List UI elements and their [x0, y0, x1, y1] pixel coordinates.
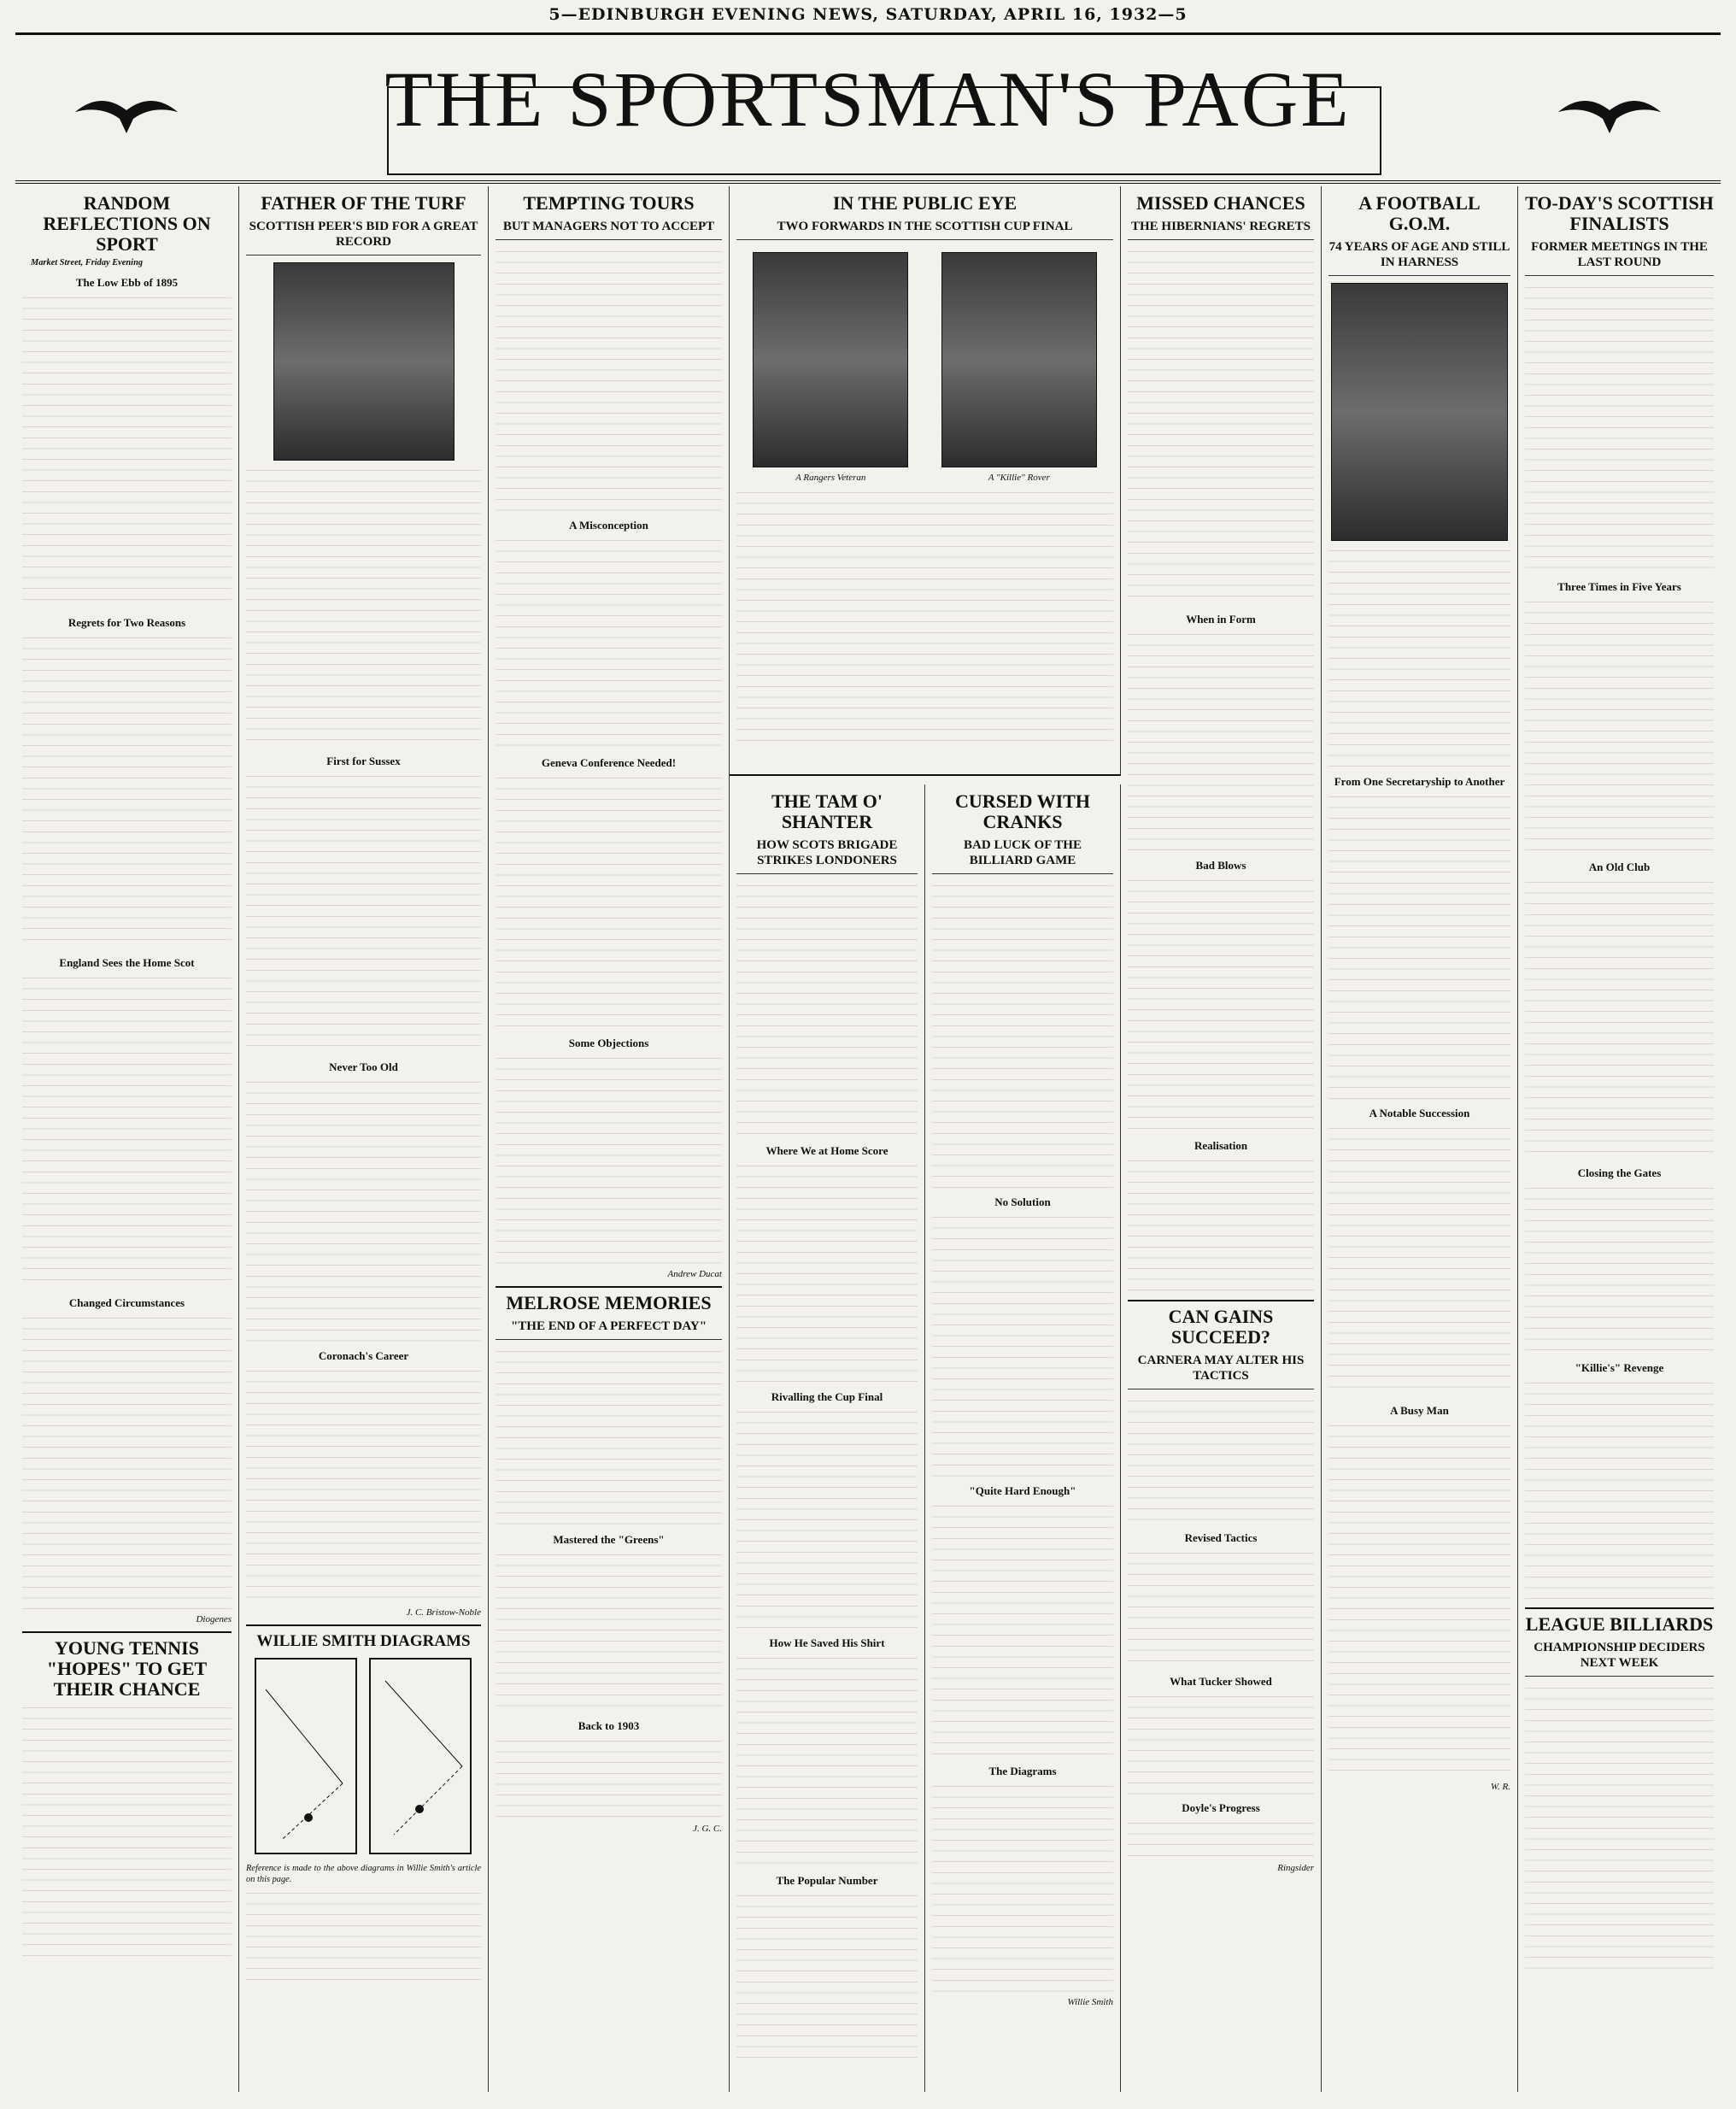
article-headline: YOUNG TENNIS "HOPES" TO GET THEIR CHANCE [22, 1631, 232, 1700]
body-text-lines [1128, 1818, 1314, 1861]
body-text-lines [1525, 283, 1714, 573]
portrait-photo [1331, 283, 1508, 541]
body-text-lines [736, 1654, 918, 1867]
column-missed-chances [1121, 186, 1322, 2092]
dateline: Market Street, Friday Evening [31, 258, 144, 267]
section-heading: Mastered the "Greens" [553, 1533, 665, 1546]
section-heading: Never Too Old [329, 1060, 398, 1073]
photo-caption: A Rangers Veteran [795, 473, 866, 483]
page-title: THE SPORTSMAN'S PAGE [384, 56, 1352, 143]
body-text-lines [736, 488, 1113, 744]
body-text-lines [246, 466, 481, 748]
section-heading: "Killie's" Revenge [1575, 1361, 1664, 1374]
section-heading: A Busy Man [1390, 1404, 1449, 1417]
byline: J. G. C. [693, 1824, 722, 1834]
diagram-caption: Reference is made to the above diagrams in Willie Smith's article on this page. [246, 1864, 481, 1884]
section-heading: Rivalling the Cup Final [771, 1390, 883, 1403]
body-text-lines [1128, 630, 1314, 852]
photo-block [941, 247, 1097, 488]
section-heading: The Low Ebb of 1895 [75, 275, 179, 289]
body-text-lines [22, 293, 232, 609]
section-heading: How He Saved His Shirt [769, 1636, 885, 1649]
masthead [15, 32, 1721, 184]
body-text-lines [246, 1889, 481, 1983]
section-heading: Where We at Home Score [765, 1144, 889, 1157]
article-subhead: CHAMPIONSHIP DECIDERS NEXT WEEK [1525, 1640, 1714, 1677]
body-text-lines [932, 1213, 1113, 1477]
body-text-lines [496, 1347, 722, 1526]
section-heading: "Quite Hard Enough" [969, 1484, 1076, 1497]
body-text-lines [22, 973, 232, 1289]
article-headline: FATHER OF THE TURF [261, 192, 466, 214]
body-text-lines [496, 773, 722, 1030]
columns [15, 186, 1721, 2092]
column-cursed-with-cranks [925, 784, 1121, 2092]
body-text-lines [246, 1366, 481, 1606]
player-photo [941, 252, 1097, 467]
body-text-lines [1328, 546, 1510, 768]
column-tam-o-shanter [730, 784, 925, 2092]
section-heading: What Tucker Showed [1170, 1675, 1272, 1688]
body-text-lines [1128, 876, 1314, 1132]
byline: J. C. Bristow-Noble [406, 1607, 481, 1618]
section-heading: Doyle's Progress [1182, 1801, 1260, 1814]
section-heading: Back to 1903 [578, 1719, 640, 1732]
article-headline: TEMPTING TOURS [523, 192, 695, 214]
article-subhead: BAD LUCK OF THE BILLIARD GAME [932, 837, 1113, 874]
body-text-lines [736, 1891, 918, 2062]
article-headline: CAN GAINS SUCCEED? [1128, 1300, 1314, 1348]
section-heading: Revised Tactics [1184, 1531, 1258, 1544]
body-text-lines [1328, 1124, 1510, 1397]
section-heading: Closing the Gates [1577, 1166, 1662, 1179]
body-text-lines [496, 1550, 722, 1712]
article-headline: A FOOTBALL G.O.M. [1358, 192, 1481, 234]
body-text-lines [736, 881, 918, 1137]
section-heading: The Popular Number [776, 1874, 878, 1887]
column-father-of-turf [239, 186, 489, 2092]
section-heading: No Solution [994, 1195, 1051, 1208]
body-text-lines [1128, 1396, 1314, 1524]
article-headline: CURSED WITH CRANKS [955, 790, 1090, 832]
eagle-ornament-icon [1558, 86, 1661, 138]
article-headline: IN THE PUBLIC EYE [832, 192, 1018, 214]
section-heading: Three Times in Five Years [1557, 580, 1681, 593]
column-random-reflections [15, 186, 239, 2092]
article-subhead: TWO FORWARDS IN THE SCOTTISH CUP FINAL [736, 219, 1113, 240]
body-text-lines [1328, 1421, 1510, 1780]
article-subhead: THE HIBERNIANS' REGRETS [1128, 219, 1314, 240]
photo-caption: A "Killie" Rover [988, 473, 1050, 483]
body-text-lines [496, 536, 722, 749]
section-heading: Realisation [1194, 1139, 1248, 1152]
section-heading: Bad Blows [1195, 859, 1246, 872]
photo-row [736, 247, 1113, 488]
body-text-lines [246, 1078, 481, 1342]
byline: Andrew Ducat [667, 1269, 722, 1279]
body-text-lines [22, 633, 232, 949]
body-text-lines [1525, 878, 1714, 1160]
section-heading: When in Form [1186, 613, 1256, 626]
column-tempting-tours [489, 186, 730, 2092]
body-text-lines [932, 1501, 1113, 1758]
folio-line: 5—EDINBURGH EVENING NEWS, SATURDAY, APRIL 16, 1932—5 [548, 5, 1188, 24]
article-headline: LEAGUE BILLIARDS [1525, 1607, 1714, 1635]
section-heading: From One Secretaryship to Another [1334, 775, 1505, 788]
byline: Diogenes [196, 1613, 232, 1624]
section-heading: England Sees the Home Scot [59, 955, 195, 969]
article-subhead: CARNERA MAY ALTER HIS TACTICS [1128, 1353, 1314, 1389]
section-heading: The Diagrams [988, 1765, 1057, 1777]
body-text-lines [1128, 1156, 1314, 1293]
article-headline: TO-DAY'S SCOTTISH FINALISTS [1525, 192, 1714, 234]
body-text-lines [736, 1161, 918, 1383]
section-heading: An Old Club [1588, 861, 1651, 873]
column-public-eye [730, 186, 1121, 776]
column-scottish-finalists [1518, 186, 1721, 2092]
body-text-lines [1525, 1683, 1714, 1974]
body-text-lines [1128, 1692, 1314, 1795]
body-text-lines [496, 1054, 722, 1267]
section-heading: Regrets for Two Reasons [67, 615, 186, 629]
body-text-lines [1128, 247, 1314, 606]
body-text-lines [1128, 1548, 1314, 1668]
article-headline: RANDOM REFLECTIONS ON SPORT [43, 192, 211, 255]
body-text-lines [496, 247, 722, 512]
column-football-gom [1322, 186, 1518, 2092]
byline: Ringsider [1277, 1863, 1314, 1873]
section-heading: A Notable Succession [1369, 1107, 1470, 1119]
article-subhead: 74 YEARS OF AGE AND STILL IN HARNESS [1328, 239, 1510, 276]
section-heading: Some Objections [568, 1037, 649, 1049]
article-headline: THE TAM O' SHANTER [771, 790, 883, 832]
body-text-lines [22, 1313, 232, 1613]
article-headline: MELROSE MEMORIES [496, 1286, 722, 1313]
photo-block [753, 247, 908, 488]
section-heading: A Misconception [569, 519, 648, 532]
section-heading: First for Sussex [326, 755, 401, 767]
body-text-lines [932, 1782, 1113, 1995]
article-headline: MISSED CHANCES [1136, 192, 1305, 214]
article-subhead: "THE END OF A PERFECT DAY" [496, 1319, 722, 1340]
body-text-lines [1328, 792, 1510, 1100]
body-text-lines [1525, 1378, 1714, 1601]
body-text-lines [1525, 597, 1714, 854]
body-text-lines [22, 1703, 232, 1959]
body-text-lines [736, 1407, 918, 1630]
article-subhead: FORMER MEETINGS IN THE LAST ROUND [1525, 239, 1714, 276]
section-heading: Changed Circumstances [68, 1295, 185, 1309]
billiard-diagrams [249, 1655, 479, 1860]
body-text-lines [1525, 1184, 1714, 1354]
section-heading: Coronach's Career [318, 1349, 409, 1362]
body-text-lines [496, 1736, 722, 1822]
body-text-lines [246, 772, 481, 1054]
article-subhead: BUT MANAGERS NOT TO ACCEPT [496, 219, 722, 240]
body-text-lines [932, 881, 1113, 1189]
player-photo [753, 252, 908, 467]
article-subhead: SCOTTISH PEER'S BID FOR A GREAT RECORD [246, 219, 481, 256]
article-subhead: HOW SCOTS BRIGADE STRIKES LONDONERS [736, 837, 918, 874]
byline: Willie Smith [1067, 1997, 1113, 2007]
article-headline: WILLIE SMITH DIAGRAMS [246, 1624, 481, 1652]
portrait-photo [273, 262, 455, 461]
section-heading: Geneva Conference Needed! [541, 756, 677, 769]
byline: W. R. [1490, 1782, 1510, 1792]
